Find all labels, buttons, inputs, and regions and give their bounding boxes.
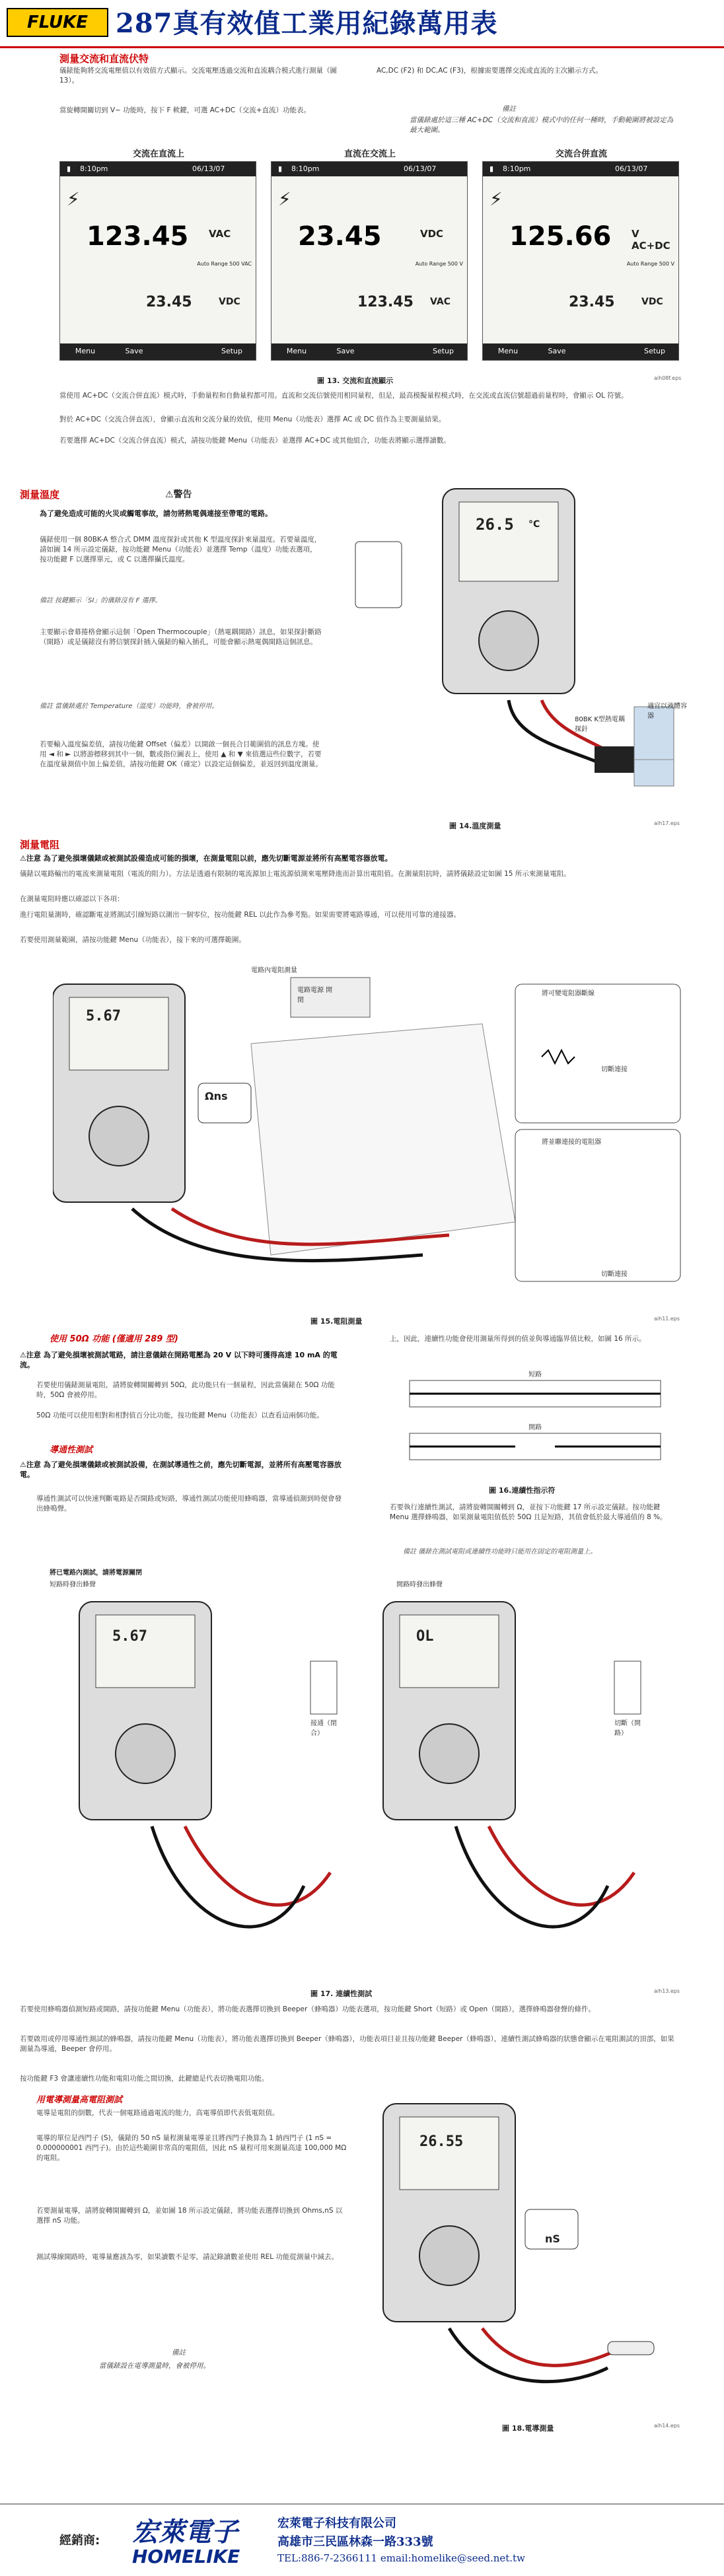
conductance-paragraph-2: 電導的單位是西門子 (S)，儀錶的 50 nS 量程測量電導並且將西門子換算為 1 納西門子 (1 nS = 0.000000001 西門子)。由於這些範圍非常高的電阻值，因此 nS 量程可用來測量高達 100,000 MΩ 的電阻。 [36,2134,347,2162]
50ohm-warning: ⚠注意 為了避免損壞被測試電路，請注意儀錶在開路電壓為 20 V 以下時可獲得高達 10 mA 的電流。 [20,1351,338,1369]
fig13-main-unit: V AC+DC [632,228,670,252]
conductance-note: 當儀錶設在電導測量時，會被停用。 [99,2362,210,2370]
fig13-secondary-unit: VAC [430,297,451,307]
fig13-panel [271,147,469,365]
left-red-lead [185,1826,330,1905]
figure-18-id: aih14.eps [654,2423,680,2429]
fig13-panel-label: 交流合併直流 [555,149,607,159]
right-switch-open [614,1661,641,1714]
fig14-lcd-value: 26.5 [476,515,514,534]
fig13-mode-icon: ⚡ [489,188,503,210]
footer [0,2503,724,2576]
figure-17 [53,1562,687,1985]
acdc-paragraph-2: 當旋轉開關切到 V~ 功能時，按下 F 軟鍵，可選 AC+DC（交流+直流）功能表。 [59,106,311,114]
acdc-note-label: 備註 [502,105,516,113]
figure-17-id: aih13.eps [654,1988,680,1994]
50ohm-paragraph-2: 50Ω 功能可以使用相對和相對值百分比功能，按功能鍵 Menu（功能表）以查看這兩個功能。 [36,1412,324,1419]
temp-note-2: 備註 當儀錶處於 Temperature（溫度）功能時，會被停用。 [40,703,219,710]
acdc-note: 當儀錶處於這三種 AC+DC（交流和直流）模式中的任何一種時，手動範圍將被設定為最大範圍。 [410,116,674,134]
resistor-under-test [608,2342,654,2355]
fig13-softkey-bar [60,343,256,360]
right-black-lead [456,1826,608,1927]
fig14-lcd-unit: °C [528,519,540,530]
section-heading-acdc: 測量交流和直流伏特 [59,53,149,65]
fig15-in-label: 將可變電阻器斷線 [542,990,595,997]
50ohm-paragraph-1: 若要使用儀錶測量電阻，請將旋轉開關轉到 50Ω，此功能只有一個量程，因此當儀錶在 50Ω 功能時，50Ω 會被停用。 [36,1381,335,1399]
dealer-contact: TEL:886-7-2366111 email:homelike@seed.net.tw [277,2552,525,2564]
page-title: 287真有效值工業用紀錄萬用表 [116,8,498,39]
fig13-mode-icon: ⚡ [67,188,80,210]
fig13-softkey[interactable]: Setup [643,347,666,355]
continuity-warning: ⚠注意 為了避免損壞儀錶或被測試設備，在測試導通性之前，應先切斷電源，並將所有高壓電容器放電。 [20,1460,342,1479]
section-heading-50ohm: 使用 50Ω 功能 (僅適用 289 型) [50,1334,178,1344]
fig13-screen [59,161,256,361]
fig13-panel-label: 直流在交流上 [344,149,396,159]
temp-selector-inset [355,542,402,608]
dealer-brand-cn: 宏萊電子 [132,2517,238,2548]
temp-paragraph-3: 若要輸入溫度偏差值，請按功能鍵 Offset（偏差）以開啟一個長合目範圍值的訊息方塊。使用 ◄ 和 ► 以將游標移到其中一個，數或指位圖表上，使用 ▲ 和 ▼ 來值選這些位數字，若要在溫度量測值中加上偏差值，請按功能鍵 OK（確定）以設定這個偏差，並返回到溫度測量。 [40,740,322,768]
fig13-auto-range: Auto Range 500 VAC [197,261,252,267]
conductance-note-label: 備註 [172,2349,186,2357]
fig13-softkey[interactable]: Menu [497,347,519,355]
dealer-company: 宏萊電子科技有限公司 [277,2517,396,2530]
dealer-label: 經銷商: [59,2534,100,2548]
fig15-lcd-value: 5.67 [86,1008,121,1024]
fig13-softkey[interactable]: Save [125,347,143,355]
figure-18 [370,2091,687,2414]
fig13-softkey[interactable]: Save [336,347,355,355]
figure-15-id: aih11.eps [654,1316,680,1322]
fig13-panel [482,147,680,365]
fig17-right-title: 開路時發出蜂聲 [396,1581,443,1589]
fig13-time: 8:10pm [503,164,531,173]
fig13-main-value: 123.45 [87,221,189,252]
fig13-main-unit: VDC [420,228,444,240]
fig13-screen [482,161,679,361]
section-heading-resistance: 測量電阻 [20,839,60,851]
acdc-paragraph-1: 儀錶能夠將交流電壓值以有效值方式顯示。交流電壓透過交流和直流耦合模式進行測量（圖 13）。 [59,67,337,85]
fig15-cut-label: 切斷連接 [601,1066,628,1073]
fig13-mode-icon: ⚡ [278,188,291,210]
acdc-body-2: 對於 AC+DC（交流合併直流），會顯示直流和交流分量的效值，使用 Menu（功能表）選擇 AC 或 DC 值作為主要測量結果。 [59,415,446,423]
resistance-warning: ⚠注意 為了避免損壞儀錶或被測試設備造成可能的損壞，在測量電阻以前，應先切斷電源並將所有高壓電容器放電。 [20,854,392,863]
figure-15 [53,958,687,1308]
fig15-cut2-label: 切斷連接 [601,1271,628,1278]
conductance-paragraph-4: 測試導線開路時，電導量應該為零，如果讀數不是零，請記錄讀數並使用 REL 功能從測量中減去。 [36,2253,338,2261]
rotary-switch[interactable] [479,611,538,670]
fig13-date: 06/13/07 [192,164,225,173]
dealer-address: 高雄市三民區林森一路333號 [277,2535,433,2549]
left-rotary-switch[interactable] [116,1724,175,1783]
variable-resistor-inset [515,984,680,1123]
acdc-body-1: 當使用 AC+DC（交流合併直流）模式時，手動量程和自動量程都可用。直流和交流信號使用相同量程，但是，最高模擬量程模式時，在交流或直流信號超過前量程時，會顯示 OL 符號。 [59,392,628,400]
fluke-logo: FLUKE [7,8,108,37]
right-red-lead [489,1826,634,1905]
conductance-paragraph-1: 電導是電阻的倒數，代表一個電路通過電流的能力，高電導值即代表低電阻值。 [36,2109,279,2117]
acdc-body-3: 若要選擇 AC+DC（交流合併直流）模式，請按功能鍵 Menu（功能表）並選擇 AC+DC 或其他組合，功能表將顯示選擇讀數。 [59,437,451,445]
fig13-date: 06/13/07 [615,164,648,173]
ohm-selector-inset [198,1083,251,1123]
fig13-time: 8:10pm [80,164,108,173]
battery-icon: ▮ [489,164,494,173]
fig16-open-label: 開路 [528,1424,542,1431]
left-switch-closed [310,1661,337,1714]
fig13-auto-range: Auto Range 500 V [415,261,463,267]
continuity-right-2: 若要執行連續性測試，請將旋轉開關轉到 Ω，並按下功能鍵 17 所示設定儀錶。按功能鍵 Menu 選擇蜂鳴器，如果測量電阻值低於 50Ω 且是短路，其值會低於最大導通值的 8 %。 [390,1503,667,1521]
rotary-switch[interactable] [419,2226,479,2285]
fig15-power-label: 電路內電阻測量 [251,967,297,974]
fig13-status-bar [60,162,256,176]
fig17-left-sub: 短路時發出蜂聲 [50,1581,96,1589]
vessel-label: 適宜以液體容器 [647,703,687,720]
meter-lcd [459,502,558,581]
figure-14-id: aih17.eps [654,820,680,826]
resistance-paragraph-1: 儀錶以電路輸出的電流來測量電阻（電流的阻力）。方法是透過有限制的電流源加上電流源偵測來電壓降進而計算出電阻值。在測量阻抗時，請將儀錶設定如圖 15 所示來測量電阻。 [20,870,571,878]
black-lead [449,2328,608,2382]
page-header [0,0,724,48]
rotary-switch[interactable] [89,1106,149,1166]
battery-icon: ▮ [67,164,71,173]
fig17-left-title: 將已電路內測試，請將電源關閉 [50,1569,142,1577]
fig13-date: 06/13/07 [404,164,437,173]
section-heading-conductance: 用電導測量高電阻測試 [36,2095,123,2105]
conductance-paragraph-3: 若要測量電導，請將旋轉開關轉到 Ω，並如圖 18 所示設定儀錶，將功能表選擇切換到 Ohms,nS 以選擇 nS 功能。 [36,2207,343,2225]
fig13-secondary-value: 23.45 [569,294,615,310]
figure-18-caption: 圖 18.電導測量 [502,2424,554,2433]
fig13-softkey-bar [483,343,678,360]
continuity-right-1: 上，因此，連續性功能會使用測量所得到的值並與導通臨界值比較，如圖 16 所示。 [390,1335,646,1343]
resistance-paragraph-3: 進行電阻量測時，確認斷電並將測試引線短路以測出一個零位，按功能鍵 REL 以此作為參考點。如果需要將電路導通，可以使用可靠的連接器。 [20,911,460,919]
fig13-secondary-unit: VDC [219,297,240,307]
figure-14-caption: 圖 14.溫度測量 [449,822,501,830]
figure-15-caption: 圖 15.電阻測量 [310,1317,363,1326]
fig13-main-unit: VAC [209,228,231,240]
section-heading-continuity: 導通性測試 [50,1445,93,1455]
meter-lcd [400,2117,499,2190]
battery-icon: ▮ [278,164,283,173]
figure-16-caption: 圖 16.連續性指示符 [489,1486,556,1495]
temp-paragraph-1: 儀錶使用一個 80BK-A 整合式 DMM 溫度探針或其他 K 型溫度探針來量溫度。若要量溫度，請如圖 14 所示設定儀錶，按功能鍵 Menu（功能表）並選擇 Temp（溫度）功能表選項，按功能鍵 F 以選擇單元，或 C 以選擇攝氏溫度。 [40,536,322,563]
temp-warning: 為了避免造成可能的火災或觸電事故，請勿將熱電偶連接至帶電的電路。 [40,509,272,518]
fig13-main-value: 125.66 [509,221,612,252]
fig17-on-label: 接通（閉合） [310,1720,337,1737]
fig13-softkey[interactable]: Menu [286,347,307,355]
red-lead [482,2328,621,2365]
fig13-screen [271,161,468,361]
fig13-secondary-value: 123.45 [357,294,414,310]
fig17-right-lcd: OL [416,1628,434,1645]
figure-17-caption: 圖 17. 連續性測試 [310,1989,373,1998]
fig17-off-label: 切斷（開路） [614,1720,641,1737]
fig18-unit: nS [545,2233,560,2245]
fig13-status-bar [483,162,678,176]
resistance-paragraph-4: 若要使用測量範圍，請按功能鍵 Menu（功能表），接下來的可選擇範圍。 [20,936,246,944]
left-lcd [96,1615,195,1688]
dealer-brand-en: HOMELIKE [132,2546,240,2567]
fig13-secondary-value: 23.45 [146,294,192,310]
temp-paragraph-2: 主要顯示會幕捲格會顯示這個「Open Thermocouple」（熱電耦開路）訊息，如果探針斷路（開路）或是儀錶沒有將信號探針插入儀錶的輸入插孔，可能會顯示熱電偶開路這個訊息。 [40,628,322,646]
fig13-softkey[interactable]: Setup [432,347,454,355]
parallel-resistor-inset [515,1129,680,1281]
warning-title: ⚠警告 [165,489,192,500]
fig13-panel-label: 交流在直流上 [132,149,184,159]
resistance-paragraph-2: 在測量電阻時應以確認以下各項： [20,895,124,903]
figure-13 [59,147,680,371]
figure-13-id: aih08f.eps [654,375,682,381]
fig13-softkey[interactable]: Save [548,347,566,355]
fig13-status-bar [272,162,467,176]
fig16-short-label: 短路 [528,1371,542,1378]
figure-14 [344,482,687,812]
acdc-paragraph-3: AC,DC (F2) 和 DC,AC (F3)，根據需要選擇交流或直流的主次顯示方式。 [377,67,602,75]
fig13-panel [59,147,258,365]
continuity-note: 備註 儀錶在測試電阻或連續性功能時只能用在固定的電阻測量上。 [403,1548,597,1556]
right-rotary-switch[interactable] [419,1724,479,1783]
fig15-switch-label: 電路電源 開閉 [297,987,333,1004]
fig17-left-lcd: 5.67 [112,1628,147,1645]
fig13-main-value: 23.45 [298,221,382,252]
thermocouple-adapter [595,746,634,773]
black-lead [509,700,608,766]
beeper-paragraph-1: 若要使用蜂鳴器偵測短路或開路，請按功能鍵 Menu（功能表），將功能表選擇切換到 Beeper（蜂鳴器）功能表選項，按功能鍵 Short（短路）或 Open（開路），選擇蜂鳴器發聲的條件。 [20,2005,595,2013]
right-lcd [400,1615,499,1688]
continuity-paragraph: 導通性測試可以快速判斷電路是否開路或短路，導通性測試功能使用蜂鳴器，當導通偵測到時便會發出蜂鳴聲。 [36,1495,342,1513]
figure-13-caption: 圖 13. 交流和直流顯示 [317,376,394,385]
fig13-softkey[interactable]: Setup [221,347,243,355]
fig13-softkey[interactable]: Menu [75,347,96,355]
temp-note-1: 備註 按鍵顯示「SI」的儀錶沒有 F 選擇。 [40,597,162,604]
fig15-unit: Ωns [205,1090,228,1102]
circuit-board [251,1024,515,1255]
beeper-paragraph-3: 按功能鍵 F3 會讓連續性功能和電阻功能之間切換，此鍵總是代表切換電阻功能。 [20,2075,269,2083]
fig13-auto-range: Auto Range 500 V [626,261,674,267]
fig13-secondary-unit: VDC [641,297,663,307]
fig15-iso-label: 將並聯連接的電阻器 [542,1139,601,1146]
fig13-softkey-bar [272,343,467,360]
section-heading-temp: 測量溫度 [20,489,60,501]
left-black-lead [152,1826,304,1927]
fig13-time: 8:10pm [291,164,320,173]
beeper-paragraph-2: 若要啟用或停用導通性測試的蜂鳴器，請按功能鍵 Menu（功能表），將功能表選擇切換到 Beeper（蜂鳴器），功能表項目並且按功能鍵 Beeper（蜂鳴器），連續性測試蜂鳴器的狀態會顯示在電阻測試的頂部，如果測量為導通，Beeper 會停用。 [20,2035,674,2053]
fig18-lcd-value: 26.55 [419,2133,464,2150]
probe-label: 80BK K型熱電耦探針 [575,716,625,733]
